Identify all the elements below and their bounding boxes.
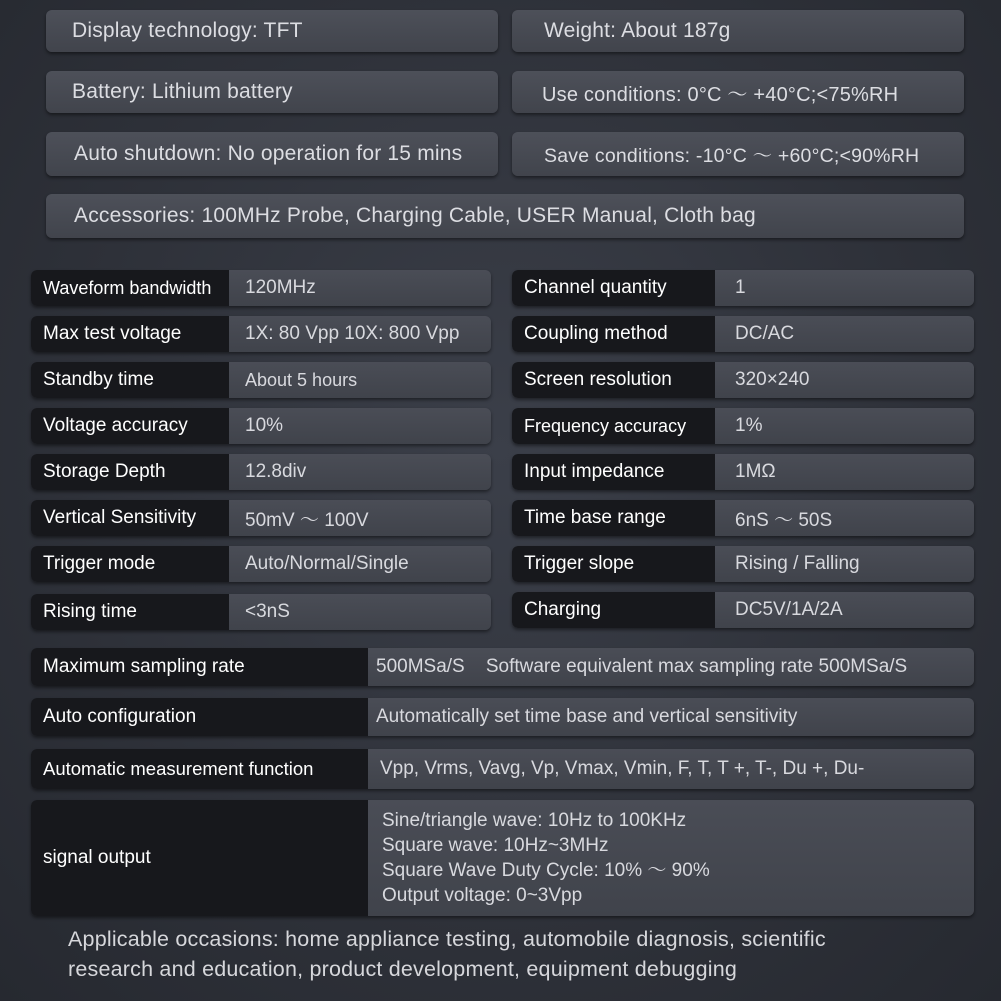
spec-row-time-base-range xyxy=(512,500,974,536)
spec-value: Vpp, Vrms, Vavg, Vp, Vmax, Vmin, F, T, T +, T-, Du +, Du- xyxy=(368,749,974,789)
spec-value: <3nS xyxy=(229,594,491,630)
signal-line: Square wave: 10Hz~3MHz xyxy=(382,835,609,856)
spec-label: Coupling method xyxy=(512,316,715,352)
spec-label: Auto configuration xyxy=(31,698,368,736)
spec-label: Storage Depth xyxy=(31,454,229,490)
spec-value: 1% xyxy=(715,408,974,444)
spec-label: Automatic measurement function xyxy=(31,749,368,789)
spec-row-storage-depth xyxy=(31,454,491,490)
spec-use-conditions-text: Use conditions: 0°C ～ +40°C;<75%RH xyxy=(542,83,899,106)
spec-value: DC5V/1A/2A xyxy=(715,592,974,628)
spec-label: Charging xyxy=(512,592,715,628)
spec-label: Voltage accuracy xyxy=(31,408,229,444)
spec-row-vertical-sensitivity xyxy=(31,500,491,536)
spec-value: 10% xyxy=(229,408,491,444)
spec-label: Input impedance xyxy=(512,454,715,490)
spec-label: Screen resolution xyxy=(512,362,715,398)
spec-label: Frequency accuracy xyxy=(512,408,715,444)
spec-value: 50mV ～ 100V xyxy=(229,500,491,536)
signal-line: Output voltage: 0~3Vpp xyxy=(382,885,583,906)
spec-label: Trigger slope xyxy=(512,546,715,582)
spec-save-conditions-text: Save conditions: -10°C ～ +60°C;<90%RH xyxy=(544,145,920,167)
spec-label: Channel quantity xyxy=(512,270,715,306)
footer-line: research and education, product development, equipment debugging xyxy=(68,957,738,981)
spec-battery-text: Battery: Lithium battery xyxy=(72,80,293,103)
spec-row-signal-output xyxy=(31,800,974,916)
spec-row-rising-time xyxy=(31,594,491,630)
spec-row-screen-resolution xyxy=(512,362,974,398)
spec-row-standby-time xyxy=(31,362,491,398)
spec-row-auto-configuration xyxy=(31,698,974,736)
footer-line: Applicable occasions: home appliance testing, automobile diagnosis, scientific xyxy=(68,927,826,951)
spec-row-input-impedance xyxy=(512,454,974,490)
spec-row-voltage-accuracy xyxy=(31,408,491,444)
spec-accessories-text: Accessories: 100MHz Probe, Charging Cable, USER Manual, Cloth bag xyxy=(74,204,756,227)
applicable-occasions xyxy=(68,924,968,984)
spec-label: Max test voltage xyxy=(31,316,229,352)
spec-value: Automatically set time base and vertical sensitivity xyxy=(368,698,974,736)
spec-label: Maximum sampling rate xyxy=(31,648,368,686)
signal-output-values xyxy=(368,800,974,916)
spec-row-waveform-bandwidth xyxy=(31,270,491,306)
spec-label: Waveform bandwidth xyxy=(31,270,229,306)
spec-label: Vertical Sensitivity xyxy=(31,500,229,536)
spec-row-trigger-mode xyxy=(31,546,491,582)
signal-line: Square Wave Duty Cycle: 10% ～ 90% xyxy=(382,860,710,881)
spec-use-conditions xyxy=(512,71,964,113)
spec-value: DC/AC xyxy=(715,316,974,352)
spec-auto-shutdown xyxy=(46,132,498,176)
spec-label: Standby time xyxy=(31,362,229,398)
spec-value: 12.8div xyxy=(229,454,491,490)
spec-label: signal output xyxy=(31,800,368,916)
spec-row-coupling-method xyxy=(512,316,974,352)
spec-label: Time base range xyxy=(512,500,715,536)
spec-weight-text: Weight: About 187g xyxy=(544,19,731,42)
spec-row-channel-quantity xyxy=(512,270,974,306)
spec-save-conditions xyxy=(512,132,964,176)
spec-weight xyxy=(512,10,964,52)
spec-accessories xyxy=(46,194,964,238)
spec-row-charging xyxy=(512,592,974,628)
spec-row-auto-measurement xyxy=(31,749,974,789)
signal-line: Sine/triangle wave: 10Hz to 100KHz xyxy=(382,810,687,831)
spec-value: 1MΩ xyxy=(715,454,974,490)
spec-value: 1X: 80 Vpp 10X: 800 Vpp xyxy=(229,316,491,352)
spec-value: 6nS ～ 50S xyxy=(715,500,974,536)
spec-display-text: Display technology: TFT xyxy=(72,19,303,42)
spec-value: Auto/Normal/Single xyxy=(229,546,491,582)
spec-value: About 5 hours xyxy=(229,362,491,398)
spec-value: 1 xyxy=(715,270,974,306)
spec-label: Rising time xyxy=(31,594,229,630)
spec-auto-shutdown-text: Auto shutdown: No operation for 15 mins xyxy=(74,142,463,165)
spec-row-max-sampling-rate xyxy=(31,648,974,686)
spec-battery xyxy=(46,71,498,113)
spec-value: 500MSa/S Software equivalent max sampling rate 500MSa/S xyxy=(368,648,974,686)
spec-display-technology xyxy=(46,10,498,52)
spec-label: Trigger mode xyxy=(31,546,229,582)
spec-row-max-test-voltage xyxy=(31,316,491,352)
spec-value: 120MHz xyxy=(229,270,491,306)
spec-row-frequency-accuracy xyxy=(512,408,974,444)
spec-value: 320×240 xyxy=(715,362,974,398)
spec-value: Rising / Falling xyxy=(715,546,974,582)
spec-row-trigger-slope xyxy=(512,546,974,582)
